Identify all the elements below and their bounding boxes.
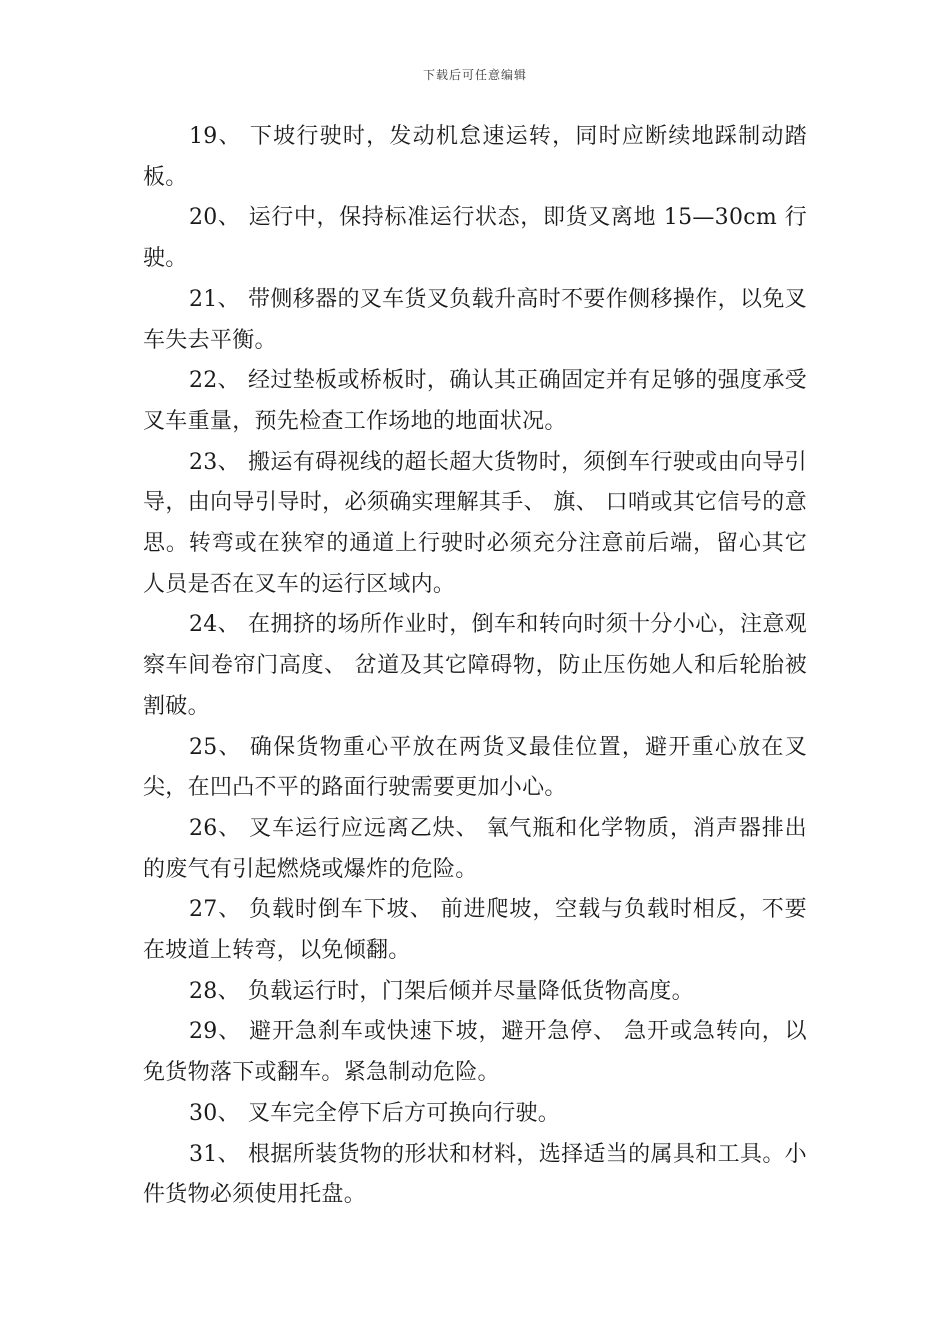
list-item: [143, 972, 807, 1013]
item-number: 19、: [189, 124, 242, 149]
list-item: [143, 280, 807, 361]
item-number: 23、: [189, 449, 241, 475]
item-number: 26、: [189, 815, 242, 841]
item-text: 负载运行时，门架后倾并尽量降低货物高度。: [247, 978, 694, 1004]
item-number: 28、: [189, 978, 240, 1004]
page-header: 下载后可任意编辑: [422, 68, 527, 82]
item-number: 30、: [189, 1100, 240, 1126]
list-item: [143, 117, 807, 198]
item-number: 20、: [189, 205, 241, 231]
item-text: 经过垫板或桥板时，确认其正确固定并有足够的强度承受叉车重量，预先检查工作场地的地面状况。: [143, 368, 807, 434]
item-text: 下坡行驶时，发动机怠速运转，同时应断续地踩制动踏板。: [143, 124, 807, 190]
item-text: 避开急刹车或快速下坡，避开急停、 急开或急转向，以免货物落下或翻车。紧急制动危险。: [143, 1019, 807, 1086]
item-text: 在拥挤的场所作业时，倒车和转向时须十分小心，注意观察车间卷帘门高度、 岔道及其它障碍物，防止压伤她人和后轮胎被割破。: [143, 612, 807, 719]
list-item: [143, 809, 807, 890]
list-item: [143, 198, 807, 279]
list-item: [143, 1012, 807, 1093]
item-text: 负载时倒车下坡、 前进爬坡，空载与负载时相反，不要在坡道上转弯，以免倾翻。: [143, 897, 807, 964]
list-item: [143, 1094, 807, 1135]
list-item: [143, 1135, 807, 1216]
item-text: 确保货物重心平放在两货叉最佳位置，避开重心放在叉尖，在凹凸不平的路面行驶需要更加小心。: [143, 734, 807, 801]
item-number: 25、: [189, 734, 242, 760]
list-item: [143, 361, 807, 442]
item-text: 叉车完全停下后方可换向行驶。: [247, 1100, 561, 1126]
list-item: [143, 890, 807, 971]
item-number: 27、: [189, 897, 242, 923]
item-number: 22、: [189, 368, 241, 394]
item-number: 31、: [189, 1141, 241, 1167]
item-text: 带侧移器的叉车货叉负载升高时不要作侧移操作，以免叉车失去平衡。: [143, 286, 807, 353]
item-number: 24、: [189, 612, 241, 638]
list-item: [143, 443, 807, 606]
item-text: 根据所装货物的形状和材料，选择适当的属具和工具。小件货物必须使用托盘。: [143, 1141, 807, 1208]
item-number: 29、: [189, 1019, 242, 1045]
item-text: 叉车运行应远离乙炔、 氧气瓶和化学物质，消声器排出的废气有引起燃烧或爆炸的危险。: [143, 815, 807, 882]
list-item: [143, 728, 807, 809]
item-text: 搬运有碍视线的超长超大货物时，须倒车行驶或由向导引导，由向导引导时，必须确实理解其手、 旗、 口哨或其它信号的意思。转弯或在狭窄的通道上行驶时必须充分注意前后端，留心其它人员是否在叉车的运行区域内。: [143, 449, 807, 597]
document-body: [143, 117, 807, 1216]
list-item: [143, 605, 807, 727]
item-number: 21、: [189, 286, 241, 312]
item-text: 运行中，保持标准运行状态，即货叉离地 15—30cm 行驶。: [143, 205, 807, 272]
